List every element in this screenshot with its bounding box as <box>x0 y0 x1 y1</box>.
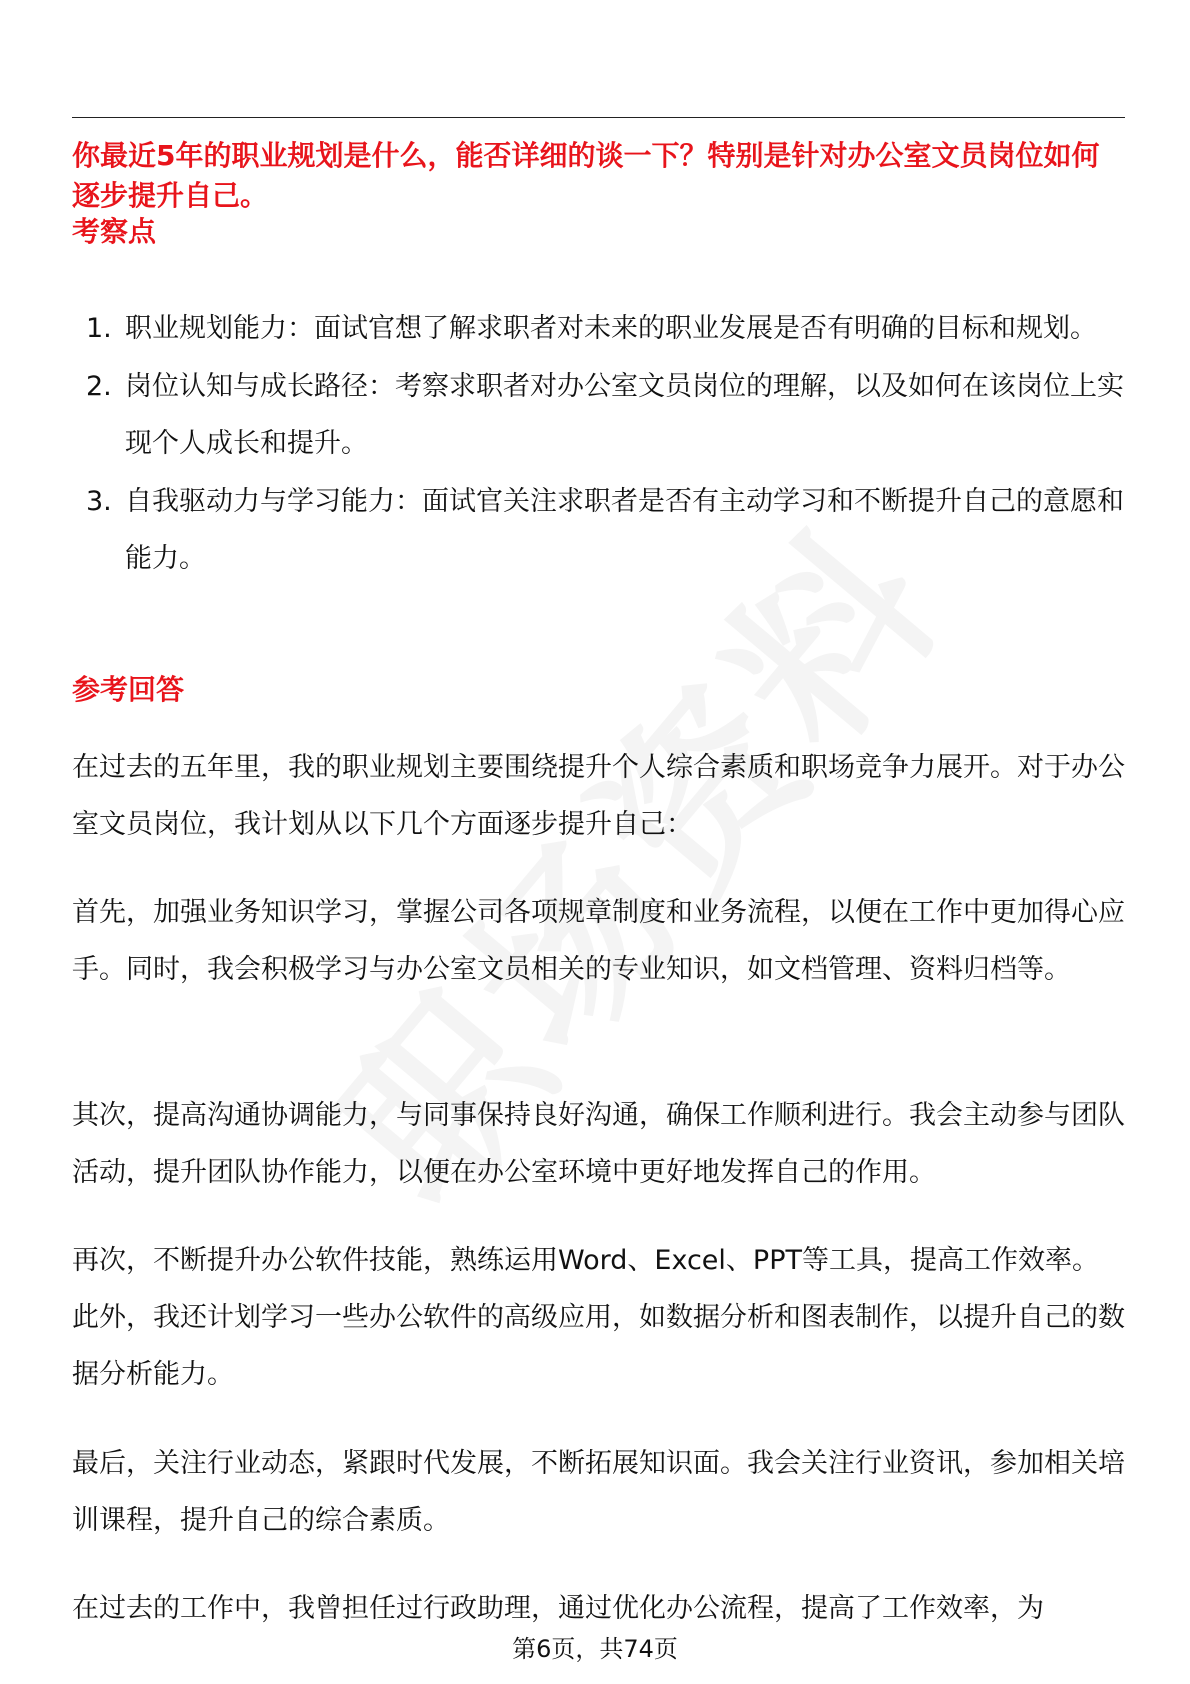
list-item <box>72 300 1125 357</box>
answer-paragraph: 在过去的工作中，我曾担任过行政助理，通过优化办公流程，提高了工作效率，为 <box>72 1593 1044 1624</box>
answer-paragraph: 在过去的五年里，我的职业规划主要围绕提升个人综合素质和职场竞争力展开。对于办公室文员岗位，我计划从以下几个方面逐步提升自己： <box>72 752 1125 840</box>
answer-paragraph: 其次，提高沟通协调能力，与同事保持良好沟通，确保工作顺利进行。我会主动参与团队活动，提升团队协作能力，以便在办公室环境中更好地发挥自己的作用。 <box>72 1100 1125 1188</box>
section-title-reference-answer: 参考回答 <box>72 673 185 706</box>
answer-paragraph: 首先，加强业务知识学习，掌握公司各项规章制度和业务流程，以便在工作中更加得心应手。同时，我会积极学习与办公室文员相关的专业知识，如文档管理、资料归档等。 <box>72 897 1125 985</box>
header-rule <box>72 117 1125 118</box>
question-heading: 你最近5年的职业规划是什么，能否详细的谈一下？特别是针对办公室文员岗位如何逐步提升自己。 <box>72 139 1100 212</box>
list-item-text: 岗位认知与成长路径：考察求职者对办公室文员岗位的理解，以及如何在该岗位上实现个人成长和提升。 <box>125 371 1124 459</box>
list-item-number: 2. <box>86 371 112 402</box>
page-number: 第6页，共74页 <box>512 1635 678 1663</box>
list-item <box>72 358 1125 472</box>
list-item-number: 1. <box>86 313 112 344</box>
exam-points-list <box>72 300 1125 588</box>
list-item-text: 自我驱动力与学习能力：面试官关注求职者是否有主动学习和不断提升自己的意愿和能力。 <box>125 486 1124 574</box>
list-item-number: 3. <box>86 486 112 517</box>
list-item <box>72 473 1125 587</box>
list-item-text: 职业规划能力：面试官想了解求职者对未来的职业发展是否有明确的目标和规划。 <box>125 313 1097 344</box>
answer-paragraph: 再次，不断提升办公软件技能，熟练运用Word、Excel、PPT等工具，提高工作效率。此外，我还计划学习一些办公软件的高级应用，如数据分析和图表制作，以提升自己的数据分析能力。 <box>72 1245 1125 1390</box>
answer-paragraph: 最后，关注行业动态，紧跟时代发展，不断拓展知识面。我会关注行业资讯，参加相关培训课程，提升自己的综合素质。 <box>72 1448 1125 1536</box>
section-title-exam-points: 考察点 <box>72 215 157 248</box>
